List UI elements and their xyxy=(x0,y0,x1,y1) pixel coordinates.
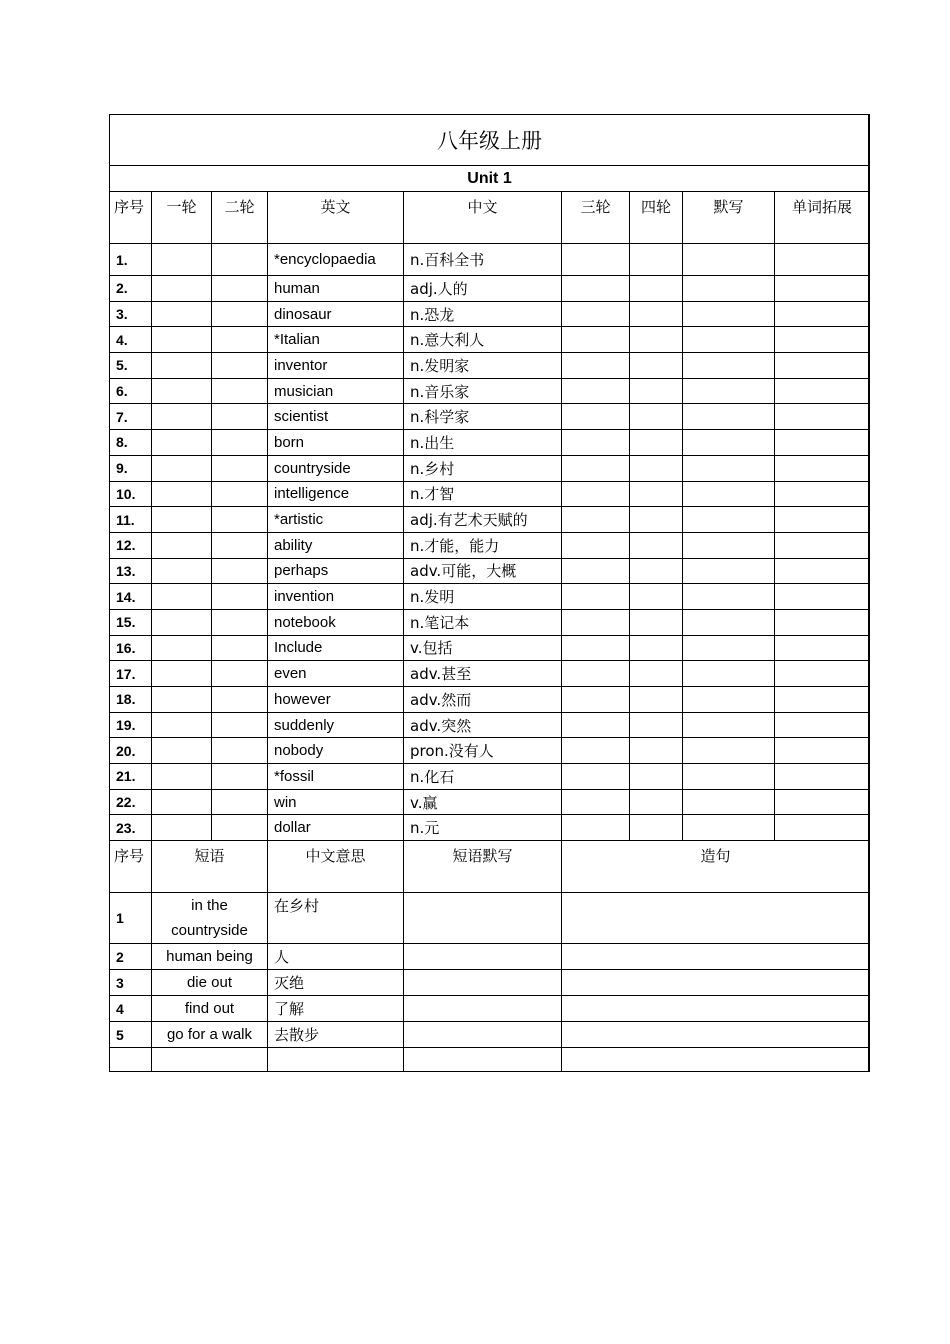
vocab-english: born xyxy=(268,430,404,456)
round4-cell[interactable] xyxy=(630,481,683,507)
phrase-english: in the countryside xyxy=(152,893,268,944)
vocab-header-english: 英文 xyxy=(268,192,404,244)
vocab-english: suddenly xyxy=(268,712,404,738)
vocab-header-row xyxy=(110,192,870,244)
vocab-chinese: n.才能，能力 xyxy=(404,532,562,558)
page-title: 八年级上册 xyxy=(110,115,870,166)
phrase-chinese: 去散步 xyxy=(268,1022,404,1048)
round4-cell[interactable] xyxy=(630,404,683,430)
vocab-number: 23. xyxy=(110,815,152,841)
round2-cell[interactable] xyxy=(212,327,268,353)
vocab-number: 10. xyxy=(110,481,152,507)
round4-cell[interactable] xyxy=(630,661,683,687)
phrase-header-meaning: 中文意思 xyxy=(268,841,404,893)
round2-cell[interactable] xyxy=(212,635,268,661)
vocab-english: perhaps xyxy=(268,558,404,584)
phrase-english: human being xyxy=(152,944,268,970)
phrase-dictation-cell[interactable] xyxy=(404,1022,562,1048)
vocab-english: invention xyxy=(268,584,404,610)
round2-cell[interactable] xyxy=(212,378,268,404)
vocab-english: *encyclopaedia xyxy=(268,244,404,276)
extension-cell[interactable] xyxy=(775,584,870,610)
vocab-number: 20. xyxy=(110,738,152,764)
vocab-number: 9. xyxy=(110,455,152,481)
round2-cell[interactable] xyxy=(212,301,268,327)
vocab-chinese: n.百科全书 xyxy=(404,244,562,276)
unit-heading: Unit 1 xyxy=(110,166,870,192)
vocab-english: *artistic xyxy=(268,507,404,533)
phrase-chinese: 灭绝 xyxy=(268,970,404,996)
vocab-header-dictation: 默写 xyxy=(683,192,775,244)
vocab-row xyxy=(110,378,870,404)
round1-cell[interactable] xyxy=(152,378,212,404)
round1-cell[interactable] xyxy=(152,609,212,635)
phrase-chinese: 人 xyxy=(268,944,404,970)
round3-cell[interactable] xyxy=(562,764,630,790)
vocab-row xyxy=(110,532,870,558)
round3-cell[interactable] xyxy=(562,789,630,815)
round3-cell[interactable] xyxy=(562,687,630,713)
round1-cell[interactable] xyxy=(152,635,212,661)
round3-cell[interactable] xyxy=(562,738,630,764)
round2-cell[interactable] xyxy=(212,507,268,533)
vocab-row xyxy=(110,507,870,533)
vocab-row xyxy=(110,764,870,790)
dictation-cell[interactable] xyxy=(683,687,775,713)
vocab-english: even xyxy=(268,661,404,687)
vocab-english: notebook xyxy=(268,609,404,635)
dictation-cell[interactable] xyxy=(683,558,775,584)
vocab-english: win xyxy=(268,789,404,815)
vocab-number: 12. xyxy=(110,532,152,558)
round1-cell[interactable] xyxy=(152,558,212,584)
round2-cell[interactable] xyxy=(212,558,268,584)
round4-cell[interactable] xyxy=(630,789,683,815)
phrase-row xyxy=(110,944,870,970)
phrase-row xyxy=(110,996,870,1022)
phrase-header-row xyxy=(110,841,870,893)
dictation-cell[interactable] xyxy=(683,455,775,481)
vocab-chinese: adv.可能，大概 xyxy=(404,558,562,584)
round3-cell[interactable] xyxy=(562,481,630,507)
round3-cell[interactable] xyxy=(562,635,630,661)
round2-cell[interactable] xyxy=(212,532,268,558)
vocab-number: 8. xyxy=(110,430,152,456)
round1-cell[interactable] xyxy=(152,738,212,764)
phrase-number: 2 xyxy=(110,944,152,970)
phrase-english: die out xyxy=(152,970,268,996)
vocab-header-round3: 三轮 xyxy=(562,192,630,244)
phrase-number: 3 xyxy=(110,970,152,996)
extension-cell[interactable] xyxy=(775,430,870,456)
vocab-row xyxy=(110,301,870,327)
extension-cell[interactable] xyxy=(775,507,870,533)
round1-cell[interactable] xyxy=(152,455,212,481)
round4-cell[interactable] xyxy=(630,276,683,302)
vocab-row xyxy=(110,609,870,635)
vocab-number: 2. xyxy=(110,276,152,302)
dictation-cell[interactable] xyxy=(683,609,775,635)
vocab-number: 7. xyxy=(110,404,152,430)
vocab-number: 1. xyxy=(110,244,152,276)
round1-cell[interactable] xyxy=(152,584,212,610)
dictation-cell[interactable] xyxy=(683,507,775,533)
round3-cell[interactable] xyxy=(562,301,630,327)
round3-cell[interactable] xyxy=(562,276,630,302)
round2-cell[interactable] xyxy=(212,404,268,430)
round3-cell[interactable] xyxy=(562,661,630,687)
blank-number-cell[interactable] xyxy=(110,1048,152,1072)
round1-cell[interactable] xyxy=(152,532,212,558)
round1-cell[interactable] xyxy=(152,430,212,456)
round2-cell[interactable] xyxy=(212,687,268,713)
sentence-cell[interactable] xyxy=(562,944,870,970)
vocab-row xyxy=(110,789,870,815)
vocab-english: nobody xyxy=(268,738,404,764)
dictation-cell[interactable] xyxy=(683,738,775,764)
round4-cell[interactable] xyxy=(630,353,683,379)
round4-cell[interactable] xyxy=(630,558,683,584)
round4-cell[interactable] xyxy=(630,244,683,276)
extension-cell[interactable] xyxy=(775,609,870,635)
vocab-number: 21. xyxy=(110,764,152,790)
phrase-header-sentence: 造句 xyxy=(562,841,870,893)
vocab-header-num: 序号 xyxy=(110,192,152,244)
round2-cell[interactable] xyxy=(212,789,268,815)
extension-cell[interactable] xyxy=(775,712,870,738)
vocab-chinese: n.科学家 xyxy=(404,404,562,430)
round4-cell[interactable] xyxy=(630,455,683,481)
round2-cell[interactable] xyxy=(212,430,268,456)
vocabulary-sheet xyxy=(109,114,870,1072)
vocab-header-round2: 二轮 xyxy=(212,192,268,244)
vocab-number: 3. xyxy=(110,301,152,327)
phrase-dictation-cell[interactable] xyxy=(404,944,562,970)
vocab-chinese: n.发明 xyxy=(404,584,562,610)
round4-cell[interactable] xyxy=(630,584,683,610)
round4-cell[interactable] xyxy=(630,687,683,713)
blank-sentence-cell[interactable] xyxy=(562,1048,870,1072)
vocab-english: scientist xyxy=(268,404,404,430)
vocab-row xyxy=(110,353,870,379)
round3-cell[interactable] xyxy=(562,455,630,481)
vocab-row xyxy=(110,455,870,481)
dictation-cell[interactable] xyxy=(683,404,775,430)
vocab-english: intelligence xyxy=(268,481,404,507)
dictation-cell[interactable] xyxy=(683,327,775,353)
round1-cell[interactable] xyxy=(152,404,212,430)
extension-cell[interactable] xyxy=(775,353,870,379)
extension-cell[interactable] xyxy=(775,455,870,481)
vocab-number: 4. xyxy=(110,327,152,353)
round2-cell[interactable] xyxy=(212,481,268,507)
blank-meaning-cell[interactable] xyxy=(268,1048,404,1072)
vocab-chinese: n.才智 xyxy=(404,481,562,507)
round2-cell[interactable] xyxy=(212,738,268,764)
round1-cell[interactable] xyxy=(152,327,212,353)
round1-cell[interactable] xyxy=(152,789,212,815)
extension-cell[interactable] xyxy=(775,815,870,841)
round3-cell[interactable] xyxy=(562,532,630,558)
vocab-number: 6. xyxy=(110,378,152,404)
vocab-row xyxy=(110,481,870,507)
extension-cell[interactable] xyxy=(775,404,870,430)
vocab-chinese: n.出生 xyxy=(404,430,562,456)
vocab-english: countryside xyxy=(268,455,404,481)
extension-cell[interactable] xyxy=(775,244,870,276)
vocab-row xyxy=(110,712,870,738)
blank-phrase-cell[interactable] xyxy=(152,1048,268,1072)
round3-cell[interactable] xyxy=(562,712,630,738)
phrase-row xyxy=(110,1022,870,1048)
round4-cell[interactable] xyxy=(630,609,683,635)
phrase-row xyxy=(110,970,870,996)
round2-cell[interactable] xyxy=(212,712,268,738)
vocab-chinese: adj.有艺术天赋的 xyxy=(404,507,562,533)
round2-cell[interactable] xyxy=(212,276,268,302)
vocab-english: *fossil xyxy=(268,764,404,790)
vocab-row xyxy=(110,244,870,276)
phrase-row xyxy=(110,893,870,944)
phrase-chinese: 了解 xyxy=(268,996,404,1022)
extension-cell[interactable] xyxy=(775,687,870,713)
blank-phrase-row xyxy=(110,1048,870,1072)
round4-cell[interactable] xyxy=(630,738,683,764)
round2-cell[interactable] xyxy=(212,455,268,481)
dictation-cell[interactable] xyxy=(683,430,775,456)
vocab-english: Include xyxy=(268,635,404,661)
vocab-row xyxy=(110,430,870,456)
sentence-cell[interactable] xyxy=(562,1022,870,1048)
vocab-chinese: n.笔记本 xyxy=(404,609,562,635)
round1-cell[interactable] xyxy=(152,764,212,790)
round3-cell[interactable] xyxy=(562,327,630,353)
extension-cell[interactable] xyxy=(775,378,870,404)
dictation-cell[interactable] xyxy=(683,244,775,276)
vocab-chinese: adv.然而 xyxy=(404,687,562,713)
vocab-number: 15. xyxy=(110,609,152,635)
dictation-cell[interactable] xyxy=(683,301,775,327)
round3-cell[interactable] xyxy=(562,353,630,379)
round4-cell[interactable] xyxy=(630,301,683,327)
round1-cell[interactable] xyxy=(152,507,212,533)
round1-cell[interactable] xyxy=(152,712,212,738)
round4-cell[interactable] xyxy=(630,378,683,404)
phrase-number: 1 xyxy=(110,893,152,944)
round1-cell[interactable] xyxy=(152,276,212,302)
phrase-number: 5 xyxy=(110,1022,152,1048)
round1-cell[interactable] xyxy=(152,481,212,507)
vocab-number: 16. xyxy=(110,635,152,661)
round1-cell[interactable] xyxy=(152,353,212,379)
blank-dictation-cell[interactable] xyxy=(404,1048,562,1072)
dictation-cell[interactable] xyxy=(683,378,775,404)
vocab-row xyxy=(110,815,870,841)
round4-cell[interactable] xyxy=(630,430,683,456)
vocab-number: 22. xyxy=(110,789,152,815)
round1-cell[interactable] xyxy=(152,244,212,276)
round3-cell[interactable] xyxy=(562,815,630,841)
vocab-english: dinosaur xyxy=(268,301,404,327)
phrase-header-phrase: 短语 xyxy=(152,841,268,893)
round2-cell[interactable] xyxy=(212,244,268,276)
vocab-row xyxy=(110,738,870,764)
vocab-chinese: n.发明家 xyxy=(404,353,562,379)
vocab-row xyxy=(110,404,870,430)
extension-cell[interactable] xyxy=(775,532,870,558)
round3-cell[interactable] xyxy=(562,244,630,276)
vocab-number: 14. xyxy=(110,584,152,610)
round4-cell[interactable] xyxy=(630,507,683,533)
round2-cell[interactable] xyxy=(212,353,268,379)
vocab-english: however xyxy=(268,687,404,713)
vocab-chinese: n.音乐家 xyxy=(404,378,562,404)
vocab-chinese: v.赢 xyxy=(404,789,562,815)
vocab-chinese: adv.突然 xyxy=(404,712,562,738)
dictation-cell[interactable] xyxy=(683,532,775,558)
phrase-chinese: 在乡村 xyxy=(268,893,404,944)
phrase-dictation-cell[interactable] xyxy=(404,996,562,1022)
vocab-chinese: adj.人的 xyxy=(404,276,562,302)
vocab-english: dollar xyxy=(268,815,404,841)
vocab-english: *Italian xyxy=(268,327,404,353)
phrase-english: go for a walk xyxy=(152,1022,268,1048)
vocab-row xyxy=(110,635,870,661)
round2-cell[interactable] xyxy=(212,609,268,635)
dictation-cell[interactable] xyxy=(683,815,775,841)
round4-cell[interactable] xyxy=(630,815,683,841)
round1-cell[interactable] xyxy=(152,661,212,687)
vocab-chinese: adv.甚至 xyxy=(404,661,562,687)
phrase-english: find out xyxy=(152,996,268,1022)
sentence-cell[interactable] xyxy=(562,893,870,944)
round1-cell[interactable] xyxy=(152,815,212,841)
extension-cell[interactable] xyxy=(775,481,870,507)
round2-cell[interactable] xyxy=(212,584,268,610)
vocab-header-extension: 单词拓展 xyxy=(775,192,870,244)
round4-cell[interactable] xyxy=(630,764,683,790)
round3-cell[interactable] xyxy=(562,378,630,404)
vocab-chinese: n.元 xyxy=(404,815,562,841)
vocab-row xyxy=(110,558,870,584)
dictation-cell[interactable] xyxy=(683,635,775,661)
dictation-cell[interactable] xyxy=(683,481,775,507)
vocab-chinese: n.乡村 xyxy=(404,455,562,481)
vocab-number: 13. xyxy=(110,558,152,584)
vocab-row xyxy=(110,687,870,713)
vocab-header-chinese: 中文 xyxy=(404,192,562,244)
sentence-cell[interactable] xyxy=(562,996,870,1022)
vocab-number: 5. xyxy=(110,353,152,379)
vocab-number: 11. xyxy=(110,507,152,533)
vocab-row xyxy=(110,661,870,687)
extension-cell[interactable] xyxy=(775,558,870,584)
vocab-chinese: v.包括 xyxy=(404,635,562,661)
vocab-row xyxy=(110,276,870,302)
round2-cell[interactable] xyxy=(212,815,268,841)
dictation-cell[interactable] xyxy=(683,353,775,379)
extension-cell[interactable] xyxy=(775,635,870,661)
vocabulary-table xyxy=(109,114,870,1072)
vocab-english: human xyxy=(268,276,404,302)
vocab-number: 18. xyxy=(110,687,152,713)
phrase-header-num: 序号 xyxy=(110,841,152,893)
extension-cell[interactable] xyxy=(775,301,870,327)
dictation-cell[interactable] xyxy=(683,764,775,790)
round4-cell[interactable] xyxy=(630,712,683,738)
table-right-border xyxy=(868,114,869,1071)
round1-cell[interactable] xyxy=(152,301,212,327)
phrase-header-dictation: 短语默写 xyxy=(404,841,562,893)
vocab-english: inventor xyxy=(268,353,404,379)
extension-cell[interactable] xyxy=(775,789,870,815)
round4-cell[interactable] xyxy=(630,327,683,353)
round2-cell[interactable] xyxy=(212,661,268,687)
round3-cell[interactable] xyxy=(562,507,630,533)
round3-cell[interactable] xyxy=(562,430,630,456)
dictation-cell[interactable] xyxy=(683,584,775,610)
extension-cell[interactable] xyxy=(775,738,870,764)
round2-cell[interactable] xyxy=(212,764,268,790)
extension-cell[interactable] xyxy=(775,327,870,353)
round4-cell[interactable] xyxy=(630,635,683,661)
vocab-number: 19. xyxy=(110,712,152,738)
round3-cell[interactable] xyxy=(562,558,630,584)
phrase-dictation-cell[interactable] xyxy=(404,893,562,944)
vocab-number: 17. xyxy=(110,661,152,687)
extension-cell[interactable] xyxy=(775,764,870,790)
vocab-chinese: pron.没有人 xyxy=(404,738,562,764)
round3-cell[interactable] xyxy=(562,404,630,430)
extension-cell[interactable] xyxy=(775,661,870,687)
vocab-english: ability xyxy=(268,532,404,558)
dictation-cell[interactable] xyxy=(683,661,775,687)
phrase-dictation-cell[interactable] xyxy=(404,970,562,996)
round1-cell[interactable] xyxy=(152,687,212,713)
vocab-english: musician xyxy=(268,378,404,404)
round3-cell[interactable] xyxy=(562,584,630,610)
sentence-cell[interactable] xyxy=(562,970,870,996)
extension-cell[interactable] xyxy=(775,276,870,302)
vocab-chinese: n.意大利人 xyxy=(404,327,562,353)
vocab-chinese: n.恐龙 xyxy=(404,301,562,327)
phrase-number: 4 xyxy=(110,996,152,1022)
dictation-cell[interactable] xyxy=(683,712,775,738)
vocab-header-round4: 四轮 xyxy=(630,192,683,244)
dictation-cell[interactable] xyxy=(683,789,775,815)
vocab-chinese: n.化石 xyxy=(404,764,562,790)
round3-cell[interactable] xyxy=(562,609,630,635)
vocab-header-round1: 一轮 xyxy=(152,192,212,244)
vocab-row xyxy=(110,584,870,610)
vocab-row xyxy=(110,327,870,353)
dictation-cell[interactable] xyxy=(683,276,775,302)
round4-cell[interactable] xyxy=(630,532,683,558)
